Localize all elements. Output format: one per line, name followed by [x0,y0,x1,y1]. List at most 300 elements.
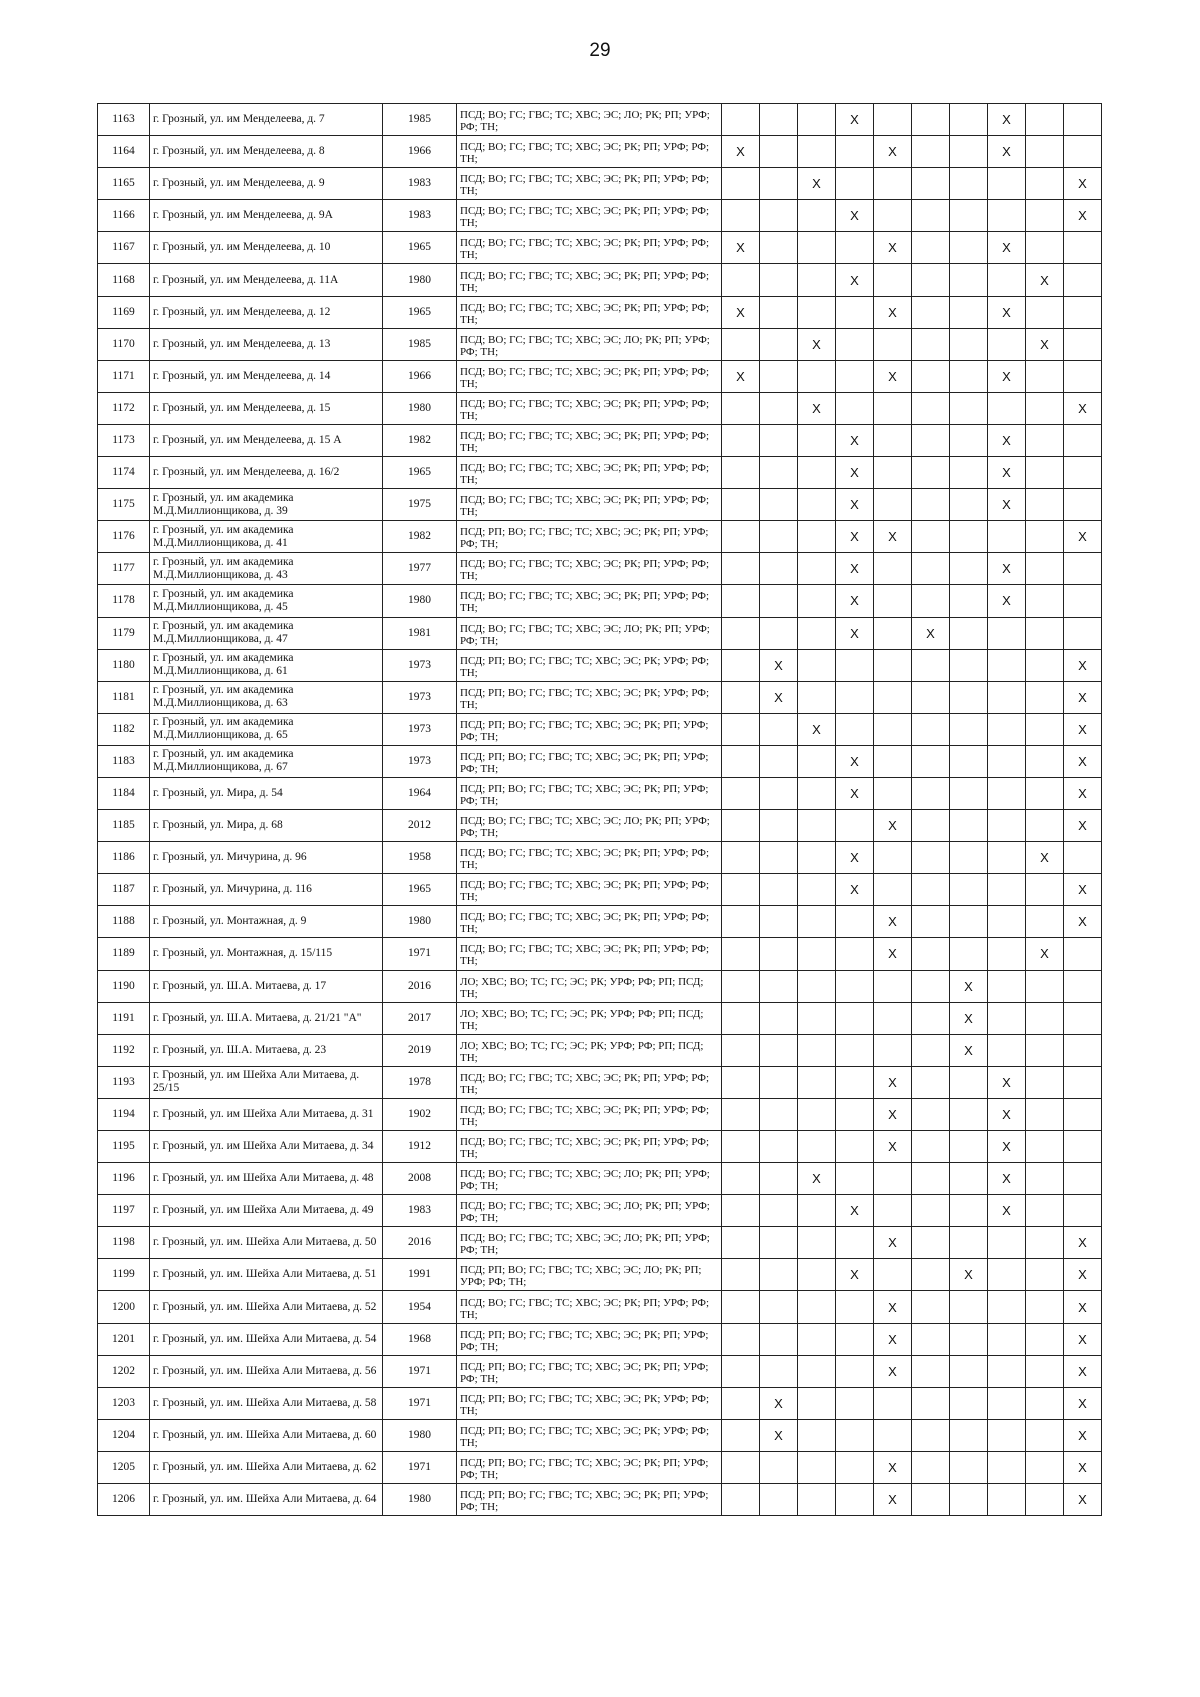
period-mark-cell [798,1451,836,1483]
period-mark-cell: X [874,1227,912,1259]
period-mark-cell [1026,1163,1064,1195]
period-mark-cell [1026,1484,1064,1516]
works-list-cell: ПСД; ВО; ГС; ГВС; ТС; ХВС; ЭС; РК; РП; УРФ; РФ; ТН; [457,842,722,874]
table-row [98,168,1102,200]
period-mark-cell [1064,585,1102,617]
period-mark-cell: X [988,424,1026,456]
table-row [98,810,1102,842]
address-cell: г. Грозный, ул. им. Шейха Али Митаева, д. 64 [150,1484,383,1516]
period-mark-cell [798,1002,836,1034]
table-row [98,1002,1102,1034]
period-mark-cell [798,938,836,970]
works-list-cell: ПСД; РП; ВО; ГС; ГВС; ТС; ХВС; ЭС; ЛО; РК; РП; УРФ; РФ; ТН; [457,1259,722,1291]
period-mark-cell: X [950,1034,988,1066]
row-number: 1193 [98,1066,150,1098]
period-mark-cell [836,681,874,713]
row-number: 1168 [98,264,150,296]
row-number: 1172 [98,392,150,424]
period-mark-cell [950,1066,988,1098]
period-mark-cell [798,296,836,328]
period-mark-cell [988,745,1026,777]
period-mark-cell [760,264,798,296]
period-mark-cell [1026,617,1064,649]
period-mark-cell [1064,1002,1102,1034]
period-mark-cell [1064,232,1102,264]
period-mark-cell: X [1064,874,1102,906]
year-cell: 2019 [383,1034,457,1066]
period-mark-cell [950,874,988,906]
period-mark-cell [1026,521,1064,553]
period-mark-cell: X [988,1163,1026,1195]
period-mark-cell [1026,970,1064,1002]
period-mark-cell: X [874,232,912,264]
period-mark-cell [798,906,836,938]
period-mark-cell [722,168,760,200]
period-mark-cell [1026,489,1064,521]
row-number: 1194 [98,1098,150,1130]
period-mark-cell [988,1034,1026,1066]
period-mark-cell [760,906,798,938]
period-mark-cell [722,1451,760,1483]
table-row [98,1451,1102,1483]
table-row [98,296,1102,328]
period-mark-cell [722,777,760,809]
period-mark-cell [1064,264,1102,296]
period-mark-cell [988,970,1026,1002]
period-mark-cell [912,681,950,713]
period-mark-cell: X [1026,938,1064,970]
works-list-cell: ПСД; РП; ВО; ГС; ГВС; ТС; ХВС; ЭС; РК; РП; УРФ; РФ; ТН; [457,1323,722,1355]
works-list-cell: ПСД; ВО; ГС; ГВС; ТС; ХВС; ЭС; РК; РП; УРФ; РФ; ТН; [457,296,722,328]
period-mark-cell [988,200,1026,232]
period-mark-cell: X [988,360,1026,392]
period-mark-cell [722,328,760,360]
table-row [98,585,1102,617]
period-mark-cell [760,1098,798,1130]
period-mark-cell [760,489,798,521]
period-mark-cell [798,104,836,136]
period-mark-cell: X [1026,328,1064,360]
works-list-cell: ПСД; ВО; ГС; ГВС; ТС; ХВС; ЭС; ЛО; РК; РП; УРФ; РФ; ТН; [457,617,722,649]
year-cell: 1965 [383,296,457,328]
period-mark-cell: X [760,681,798,713]
period-mark-cell [760,1355,798,1387]
table-row [98,745,1102,777]
period-mark-cell [1026,874,1064,906]
works-list-cell: ПСД; ВО; ГС; ГВС; ТС; ХВС; ЭС; ЛО; РК; РП; УРФ; РФ; ТН; [457,810,722,842]
period-mark-cell [760,360,798,392]
period-mark-cell [912,874,950,906]
period-mark-cell [988,617,1026,649]
year-cell: 1966 [383,360,457,392]
address-cell: г. Грозный, ул. им академика М.Д.Миллионщикова, д. 61 [150,649,383,681]
row-number: 1186 [98,842,150,874]
table-row [98,1066,1102,1098]
row-number: 1163 [98,104,150,136]
period-mark-cell [836,232,874,264]
period-mark-cell [912,1451,950,1483]
period-mark-cell: X [760,1387,798,1419]
row-number: 1165 [98,168,150,200]
period-mark-cell [836,1163,874,1195]
period-mark-cell [760,617,798,649]
period-mark-cell: X [722,232,760,264]
row-number: 1166 [98,200,150,232]
works-list-cell: ПСД; ВО; ГС; ГВС; ТС; ХВС; ЭС; ЛО; РК; РП; УРФ; РФ; ТН; [457,1195,722,1227]
year-cell: 1981 [383,617,457,649]
period-mark-cell [874,874,912,906]
period-mark-cell [1064,1098,1102,1130]
address-cell: г. Грозный, ул. им академика М.Д.Миллионщикова, д. 43 [150,553,383,585]
period-mark-cell [912,489,950,521]
row-number: 1164 [98,136,150,168]
period-mark-cell [950,1098,988,1130]
period-mark-cell [950,1419,988,1451]
row-number: 1170 [98,328,150,360]
period-mark-cell [722,1131,760,1163]
period-mark-cell [798,1227,836,1259]
address-cell: г. Грозный, ул. им академика М.Д.Миллионщикова, д. 45 [150,585,383,617]
period-mark-cell [912,1484,950,1516]
period-mark-cell [798,264,836,296]
period-mark-cell [836,713,874,745]
period-mark-cell: X [1064,681,1102,713]
period-mark-cell [722,1098,760,1130]
period-mark-cell [1026,360,1064,392]
works-list-cell: ПСД; ВО; ГС; ГВС; ТС; ХВС; ЭС; РК; РП; УРФ; РФ; ТН; [457,392,722,424]
table-row [98,1227,1102,1259]
period-mark-cell: X [798,328,836,360]
period-mark-cell [836,1098,874,1130]
period-mark-cell [874,328,912,360]
housing-table [97,103,1102,1516]
row-number: 1169 [98,296,150,328]
period-mark-cell [798,617,836,649]
period-mark-cell [722,585,760,617]
period-mark-cell [722,906,760,938]
period-mark-cell [912,970,950,1002]
period-mark-cell [760,842,798,874]
year-cell: 1971 [383,938,457,970]
table-row [98,424,1102,456]
table-row [98,1419,1102,1451]
period-mark-cell: X [988,1066,1026,1098]
period-mark-cell [1026,104,1064,136]
period-mark-cell [836,810,874,842]
row-number: 1176 [98,521,150,553]
period-mark-cell [1026,1227,1064,1259]
row-number: 1171 [98,360,150,392]
period-mark-cell [798,1034,836,1066]
period-mark-cell [760,745,798,777]
period-mark-cell: X [1064,1323,1102,1355]
period-mark-cell [760,713,798,745]
period-mark-cell [874,713,912,745]
period-mark-cell [1026,553,1064,585]
year-cell: 1980 [383,585,457,617]
period-mark-cell [950,424,988,456]
works-list-cell: ПСД; ВО; ГС; ГВС; ТС; ХВС; ЭС; ЛО; РК; РП; УРФ; РФ; ТН; [457,104,722,136]
works-list-cell: ПСД; ВО; ГС; ГВС; ТС; ХВС; ЭС; ЛО; РК; РП; УРФ; РФ; ТН; [457,328,722,360]
works-list-cell: ПСД; ВО; ГС; ГВС; ТС; ХВС; ЭС; РК; РП; УРФ; РФ; ТН; [457,874,722,906]
period-mark-cell [874,424,912,456]
year-cell: 1980 [383,1484,457,1516]
period-mark-cell [798,360,836,392]
period-mark-cell [836,1484,874,1516]
period-mark-cell [988,521,1026,553]
period-mark-cell [874,842,912,874]
row-number: 1197 [98,1195,150,1227]
period-mark-cell [1026,810,1064,842]
period-mark-cell [760,938,798,970]
period-mark-cell [912,1002,950,1034]
works-list-cell: ЛО; ХВС; ВО; ТС; ГС; ЭС; РК; УРФ; РФ; РП; ПСД; ТН; [457,970,722,1002]
period-mark-cell [760,392,798,424]
period-mark-cell: X [950,970,988,1002]
period-mark-cell [798,521,836,553]
year-cell: 1982 [383,424,457,456]
period-mark-cell [836,296,874,328]
period-mark-cell [874,1419,912,1451]
period-mark-cell [1064,617,1102,649]
period-mark-cell [798,1259,836,1291]
period-mark-cell [912,1387,950,1419]
period-mark-cell [1064,938,1102,970]
period-mark-cell [874,1163,912,1195]
year-cell: 1980 [383,392,457,424]
period-mark-cell [988,1323,1026,1355]
period-mark-cell: X [1064,521,1102,553]
table-row [98,906,1102,938]
period-mark-cell: X [1064,649,1102,681]
period-mark-cell [798,553,836,585]
period-mark-cell: X [874,1098,912,1130]
period-mark-cell [950,328,988,360]
period-mark-cell: X [836,200,874,232]
period-mark-cell [950,392,988,424]
address-cell: г. Грозный, ул. им. Шейха Али Митаева, д. 51 [150,1259,383,1291]
period-mark-cell: X [836,424,874,456]
works-list-cell: ЛО; ХВС; ВО; ТС; ГС; ЭС; РК; УРФ; РФ; РП; ПСД; ТН; [457,1034,722,1066]
period-mark-cell [912,1419,950,1451]
period-mark-cell [950,489,988,521]
year-cell: 1965 [383,457,457,489]
period-mark-cell: X [836,1259,874,1291]
period-mark-cell [722,938,760,970]
table-row [98,649,1102,681]
period-mark-cell [988,777,1026,809]
period-mark-cell [950,1323,988,1355]
period-mark-cell: X [798,392,836,424]
period-mark-cell: X [1064,810,1102,842]
period-mark-cell [912,136,950,168]
address-cell: г. Грозный, ул. Ш.А. Митаева, д. 23 [150,1034,383,1066]
period-mark-cell [1026,1355,1064,1387]
works-list-cell: ПСД; ВО; ГС; ГВС; ТС; ХВС; ЭС; РК; РП; УРФ; РФ; ТН; [457,168,722,200]
period-mark-cell: X [1064,200,1102,232]
period-mark-cell [912,713,950,745]
period-mark-cell [912,200,950,232]
period-mark-cell [798,424,836,456]
works-list-cell: ПСД; ВО; ГС; ГВС; ТС; ХВС; ЭС; РК; РП; УРФ; РФ; ТН; [457,136,722,168]
period-mark-cell: X [760,649,798,681]
period-mark-cell [988,264,1026,296]
period-mark-cell [874,457,912,489]
period-mark-cell [722,681,760,713]
table-row [98,553,1102,585]
address-cell: г. Грозный, ул. им. Шейха Али Митаева, д. 52 [150,1291,383,1323]
period-mark-cell [912,1195,950,1227]
period-mark-cell [950,842,988,874]
period-mark-cell: X [1064,713,1102,745]
address-cell: г. Грозный, ул. им академика М.Д.Миллионщикова, д. 41 [150,521,383,553]
period-mark-cell: X [1064,1387,1102,1419]
period-mark-cell [836,392,874,424]
works-list-cell: ПСД; ВО; ГС; ГВС; ТС; ХВС; ЭС; РК; РП; УРФ; РФ; ТН; [457,1066,722,1098]
period-mark-cell [760,1484,798,1516]
works-list-cell: ПСД; ВО; ГС; ГВС; ТС; ХВС; ЭС; РК; РП; УРФ; РФ; ТН; [457,938,722,970]
period-mark-cell [798,745,836,777]
period-mark-cell [1064,104,1102,136]
period-mark-cell [950,585,988,617]
year-cell: 1980 [383,906,457,938]
address-cell: г. Грозный, ул. им. Шейха Али Митаева, д. 58 [150,1387,383,1419]
table-row [98,970,1102,1002]
period-mark-cell: X [874,810,912,842]
works-list-cell: ПСД; ВО; ГС; ГВС; ТС; ХВС; ЭС; ЛО; РК; РП; УРФ; РФ; ТН; [457,1227,722,1259]
period-mark-cell [912,553,950,585]
period-mark-cell [760,1163,798,1195]
period-mark-cell [1026,1259,1064,1291]
period-mark-cell [988,328,1026,360]
table-row [98,1163,1102,1195]
year-cell: 2008 [383,1163,457,1195]
address-cell: г. Грозный, ул. Монтажная, д. 9 [150,906,383,938]
works-list-cell: ПСД; РП; ВО; ГС; ГВС; ТС; ХВС; ЭС; РК; УРФ; РФ; ТН; [457,1419,722,1451]
period-mark-cell: X [1064,1259,1102,1291]
row-number: 1181 [98,681,150,713]
period-mark-cell: X [836,521,874,553]
address-cell: г. Грозный, ул. им Шейха Али Митаева, д. 49 [150,1195,383,1227]
period-mark-cell [1026,136,1064,168]
row-number: 1195 [98,1131,150,1163]
row-number: 1200 [98,1291,150,1323]
period-mark-cell [1064,553,1102,585]
period-mark-cell [988,938,1026,970]
period-mark-cell [912,264,950,296]
period-mark-cell [874,970,912,1002]
period-mark-cell: X [950,1259,988,1291]
period-mark-cell: X [836,617,874,649]
period-mark-cell: X [760,1419,798,1451]
period-mark-cell [798,1484,836,1516]
period-mark-cell [912,1259,950,1291]
period-mark-cell: X [874,360,912,392]
period-mark-cell [950,745,988,777]
period-mark-cell [760,874,798,906]
period-mark-cell: X [836,104,874,136]
row-number: 1196 [98,1163,150,1195]
row-number: 1175 [98,489,150,521]
period-mark-cell [722,649,760,681]
period-mark-cell [760,1451,798,1483]
period-mark-cell: X [988,489,1026,521]
period-mark-cell [950,296,988,328]
period-mark-cell: X [836,553,874,585]
period-mark-cell: X [874,521,912,553]
period-mark-cell [912,1323,950,1355]
period-mark-cell [760,1227,798,1259]
period-mark-cell [722,842,760,874]
period-mark-cell: X [836,1195,874,1227]
period-mark-cell [912,360,950,392]
period-mark-cell [988,168,1026,200]
address-cell: г. Грозный, ул. им академика М.Д.Миллионщикова, д. 67 [150,745,383,777]
period-mark-cell [1064,1195,1102,1227]
period-mark-cell [950,906,988,938]
address-cell: г. Грозный, ул. Мичурина, д. 116 [150,874,383,906]
table-row [98,1259,1102,1291]
period-mark-cell [1026,457,1064,489]
period-mark-cell: X [874,1451,912,1483]
period-mark-cell [1026,1195,1064,1227]
period-mark-cell [722,104,760,136]
period-mark-cell [836,1131,874,1163]
year-cell: 1965 [383,874,457,906]
address-cell: г. Грозный, ул. им академика М.Д.Миллионщикова, д. 47 [150,617,383,649]
table-row [98,200,1102,232]
period-mark-cell [950,810,988,842]
address-cell: г. Грозный, ул. им Менделеева, д. 14 [150,360,383,392]
period-mark-cell: X [874,136,912,168]
period-mark-cell [1064,296,1102,328]
period-mark-cell: X [1026,264,1064,296]
year-cell: 1966 [383,136,457,168]
period-mark-cell [912,232,950,264]
period-mark-cell [874,1387,912,1419]
address-cell: г. Грозный, ул. им Менделеева, д. 15 А [150,424,383,456]
row-number: 1203 [98,1387,150,1419]
table-row [98,1291,1102,1323]
period-mark-cell [874,585,912,617]
address-cell: г. Грозный, ул. Ш.А. Митаева, д. 17 [150,970,383,1002]
period-mark-cell: X [1064,1291,1102,1323]
period-mark-cell [912,1163,950,1195]
year-cell: 1977 [383,553,457,585]
period-mark-cell: X [988,1195,1026,1227]
period-mark-cell [1026,585,1064,617]
table-row [98,360,1102,392]
period-mark-cell [1064,328,1102,360]
period-mark-cell [722,1259,760,1291]
period-mark-cell: X [912,617,950,649]
table-body [98,104,1102,1516]
period-mark-cell [874,553,912,585]
period-mark-cell [760,424,798,456]
period-mark-cell: X [874,1131,912,1163]
period-mark-cell: X [722,136,760,168]
address-cell: г. Грозный, ул. им Шейха Али Митаева, д. 48 [150,1163,383,1195]
address-cell: г. Грозный, ул. Мира, д. 68 [150,810,383,842]
period-mark-cell [722,1163,760,1195]
period-mark-cell [798,489,836,521]
period-mark-cell [1026,1291,1064,1323]
period-mark-cell [798,681,836,713]
year-cell: 1971 [383,1451,457,1483]
period-mark-cell [988,1355,1026,1387]
period-mark-cell [912,1098,950,1130]
works-list-cell: ПСД; РП; ВО; ГС; ГВС; ТС; ХВС; ЭС; РК; РП; УРФ; РФ; ТН; [457,745,722,777]
